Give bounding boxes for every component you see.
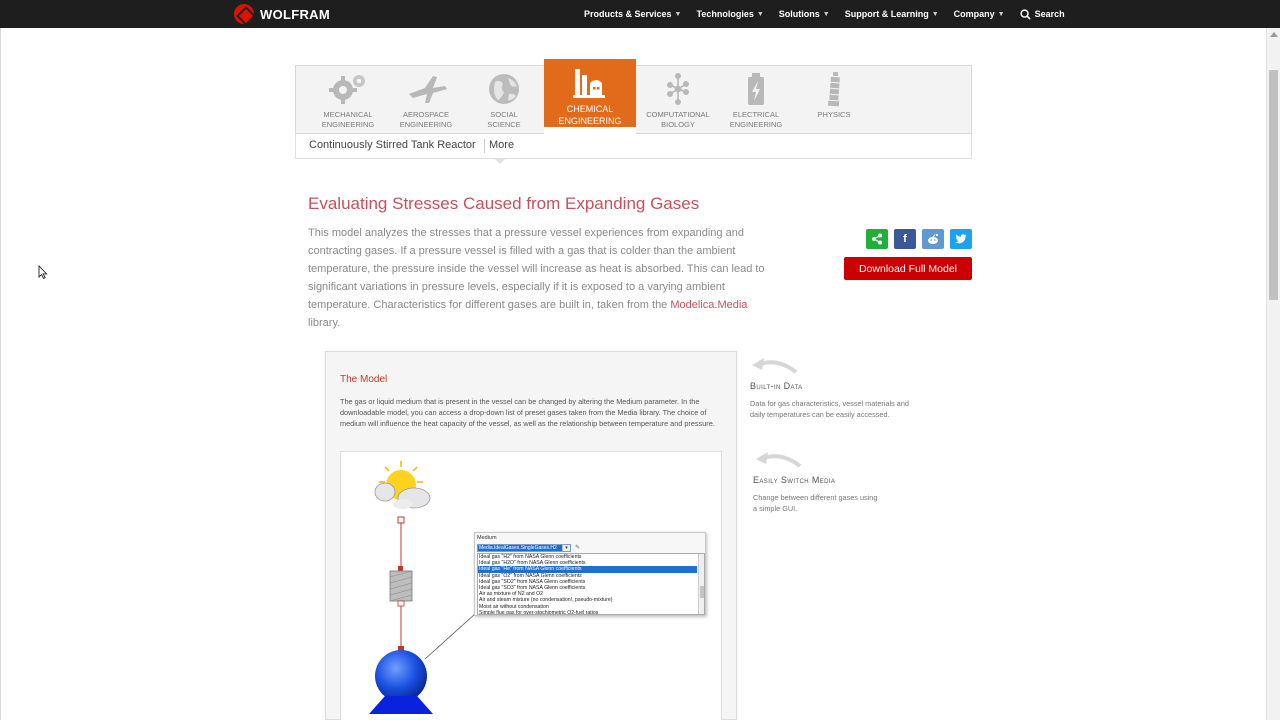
medium-option-item[interactable]: Air as mixture of N2 and O2 [479,591,544,598]
subnav-bar [295,134,972,159]
chemical-plant-icon [567,63,613,101]
modelica-media-link[interactable]: Modelica.Media [670,299,748,311]
category-label: COMPUTATIONAL BIOLOGY [646,110,710,129]
subnav-cstr-link[interactable]: Continuously Stirred Tank Reactor [309,139,476,151]
share-buttons [866,229,972,249]
dropdown-arrow-icon: ▾ [562,545,570,551]
medium-option-item[interactable]: Ideal gas "H2" from NASA Glenn coefficients [479,554,582,560]
category-label: ELECTRICAL ENGINEERING [729,110,783,129]
annotation-switch-media-text: Change between different gases using a simple GUI. [753,493,878,513]
scroll-up-arrow-icon[interactable] [1270,32,1278,37]
category-physics[interactable] [788,66,880,134]
chevron-down-icon: ▼ [756,10,764,18]
chevron-down-icon: ▼ [674,10,682,18]
model-card [325,351,737,720]
nav-company[interactable] [954,9,1005,19]
description-text: This model analyzes the stresses that a pressure vessel experiences from expanding and contracting gases. If a pressure vessel is filled with a gas that is colder than the ambient temperature, the pressure inside the vessel will increase as heat is absorbed. This can lead to significant variations in pressure levels, especially if it is exposed to a varying ambient temperature. Characteristics for different gases are built in, taken from the [308,227,765,311]
curved-arrow-icon [754,450,804,470]
subnav-more-link[interactable]: More [489,139,515,151]
medium-select[interactable] [477,544,571,552]
gears-icon [325,70,371,108]
medium-option-item[interactable]: Moist air without condensation [479,603,549,610]
weather-icon [375,461,430,509]
reddit-button[interactable] [922,229,944,249]
wolfram-spikey-icon [234,4,254,24]
nav-label: Products & Services [584,9,672,19]
twitter-button[interactable] [950,229,972,249]
description-end: library. [308,317,341,329]
medium-option-item[interactable]: Ideal gas "SO3" from NASA Glenn coefficients [479,585,586,592]
annotation-built-in-data-text: Data for gas characteristics, vessel materials and daily temperatures can be easily accessed. [750,399,909,419]
globe-icon [481,70,527,108]
window-edge [0,28,1,720]
page-title: Evaluating Stresses Caused from Expanding Gases [308,194,700,213]
article-description [308,224,772,332]
nav-solutions[interactable] [779,9,830,19]
reddit-icon [926,233,940,245]
category-chemical-engineering[interactable] [544,59,636,135]
model-diagram [340,451,722,720]
page-scroll-thumb[interactable] [1269,70,1278,300]
nav-links [584,0,1065,28]
nav-label: Technologies [696,9,754,19]
medium-option-item[interactable]: Simple flue gas for over-stochiometric O2-fuel ratios [479,609,599,615]
category-bar [295,65,972,134]
category-label: SOCIAL SCIENCE [487,110,521,129]
nav-support-learning[interactable] [845,9,939,19]
medium-dialog [474,532,706,616]
nav-label: Solutions [778,9,820,19]
nav-products-services[interactable] [584,9,681,19]
share-button[interactable] [866,229,888,249]
search-label: Search [1034,9,1065,19]
nav-label: Company [953,9,995,19]
medium-option-item[interactable]: Ideal gas "He" from NASA Glenn coefficients [478,566,697,572]
nav-label: Support & Learning [844,9,929,19]
page-scrollbar[interactable] [1266,28,1280,720]
chevron-down-icon: ▼ [997,10,1005,18]
options [478,554,704,615]
subnav-caret-icon [494,158,506,164]
chevron-down-icon: ▼ [931,10,939,18]
battery-icon [733,70,779,108]
category-label: CHEMICAL ENGINEERING [558,104,622,126]
wolfram-logo[interactable] [234,4,330,24]
leaning-tower-icon [811,70,857,108]
curved-arrow-icon [750,356,800,376]
facebook-icon: f [903,233,907,245]
list-scroll-thumb[interactable] [700,586,704,598]
medium-option-item[interactable]: Ideal gas "O2" from NASA Glenn coefficients [479,572,582,579]
nav-technologies[interactable] [696,9,763,19]
search-icon [1020,9,1031,20]
top-navigation [0,0,1280,28]
annotation-switch-media-title: Easily Switch Media [753,475,836,485]
model-heading: The Model [340,374,388,385]
edit-icon[interactable]: ✎ [575,545,581,551]
medium-selected-value: Media.IdealGases.SingleGases.H2 [478,545,562,551]
medium-option-item[interactable]: Ideal gas "SO2" from NASA Glenn coefficients [479,578,586,585]
download-full-model-button[interactable]: Download Full Model [844,257,972,280]
medium-option-item[interactable]: Ideal gas "H2O" from NASA Glenn coefficients [479,560,586,567]
airplane-icon [403,70,449,108]
annotation-built-in-data-title: Built-in Data [750,381,803,391]
mouse-cursor-icon [38,265,48,279]
medium-options-list[interactable] [477,553,705,615]
molecule-icon [655,70,701,108]
chevron-down-icon: ▼ [822,10,830,18]
share-icon [871,233,883,245]
subnav-divider [484,139,485,153]
category-social-science[interactable] [458,66,550,134]
model-description: The gas or liquid medium that is present in the vessel can be changed by altering the Medium parameter. In the downloadable model, you can access a drop-down list of preset gases taken from the Media library. The choice of medium will influence the heat capacity of the vessel, as well as the relationship between temperature and pressure. [340,397,715,428]
search-button[interactable] [1020,9,1065,20]
facebook-button[interactable] [894,229,916,249]
category-label: MECHANICAL ENGINEERING [321,110,375,129]
medium-label: Medium [477,535,497,541]
twitter-icon [955,234,967,244]
medium-option-item[interactable]: Air and steam mixture (no condensation!, pseudo-mixture) [479,597,613,604]
category-label: PHYSICS [817,110,851,119]
logo-text: WOLFRAM [260,6,330,22]
list-scrollbar[interactable] [698,554,704,615]
category-label: AEROSPACE ENGINEERING [399,110,453,129]
